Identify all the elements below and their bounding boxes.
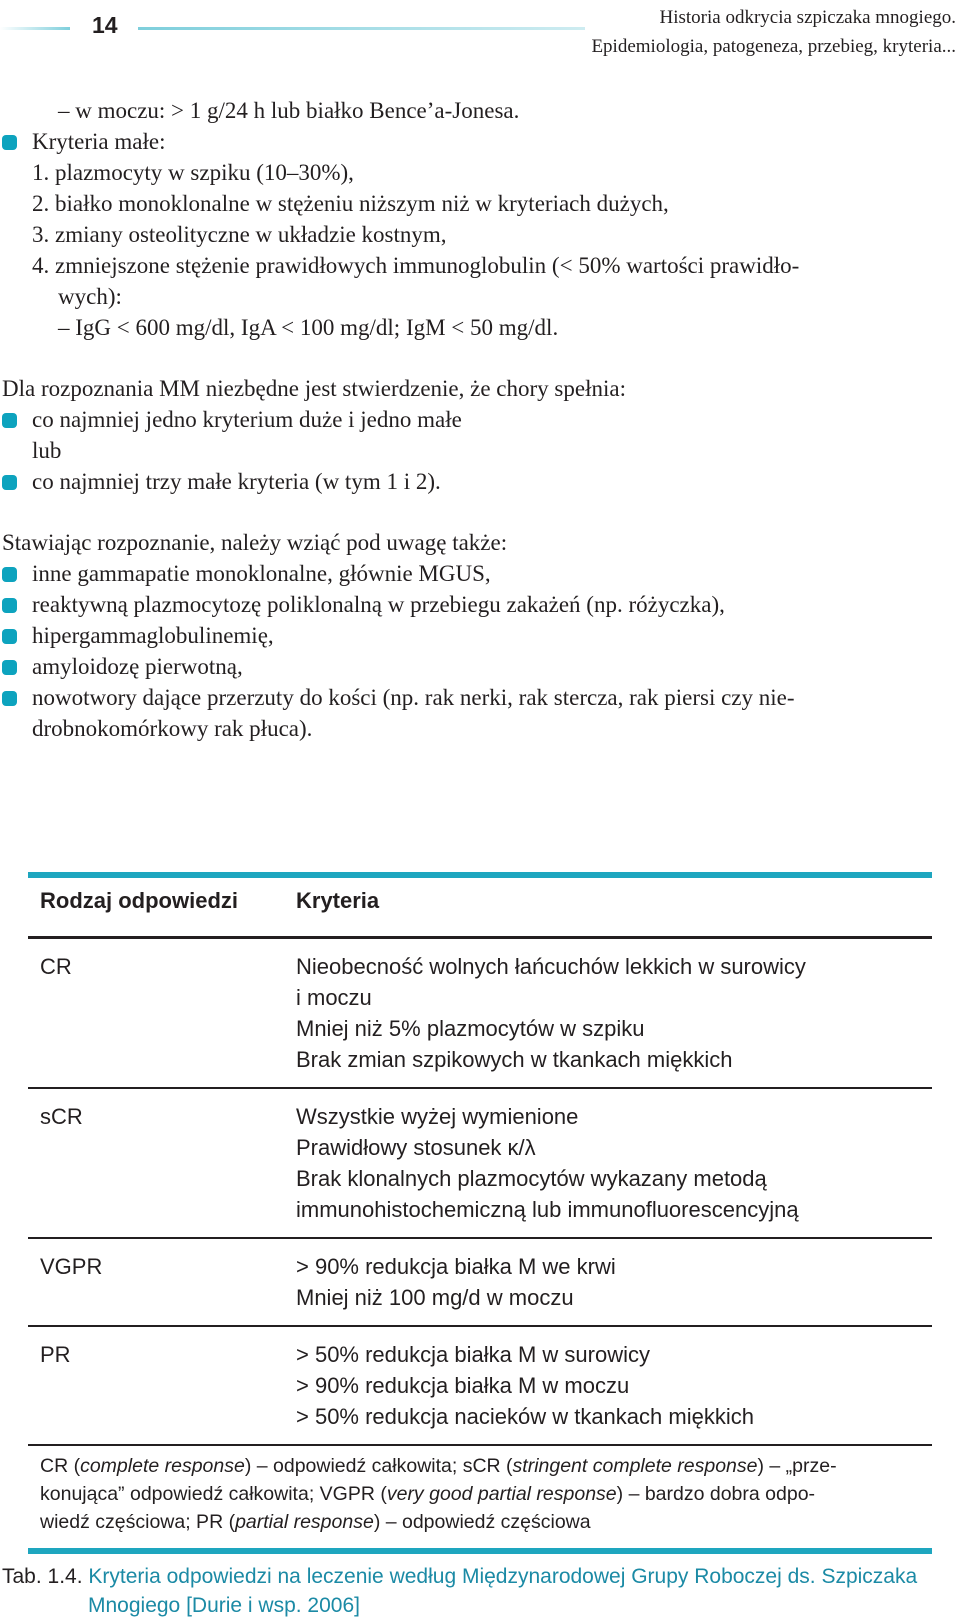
criteria-line: > 90% redukcja białka M we krwi bbox=[296, 1254, 616, 1279]
criteria-line: Mniej niż 100 mg/d w moczu bbox=[296, 1285, 574, 1310]
footnote-text: wiedź częściowa; PR ( bbox=[40, 1511, 236, 1533]
bullet-icon bbox=[2, 598, 17, 613]
caption-text: Kryteria odpowiedzi na leczenie według Międzynarodowej Grupy Roboczej ds. Szpiczaka bbox=[88, 1565, 918, 1588]
body-text bbox=[0, 95, 940, 744]
differential-item-text: nowotwory dające przerzuty do kości (np. rak nerki, rak stercza, rak piersi czy nie- bbox=[32, 685, 795, 710]
footnote-term: complete response bbox=[80, 1455, 245, 1477]
header-response-type: Rodzaj odpowiedzi bbox=[28, 878, 284, 938]
minor-item-continuation: wych): bbox=[58, 284, 122, 309]
diagnosis-or: lub bbox=[32, 438, 62, 463]
differential-item-text: inne gammapatie monoklonalne, głównie MGUS, bbox=[32, 561, 491, 586]
table-caption bbox=[2, 1562, 958, 1620]
table-bottom-rule bbox=[28, 1548, 932, 1554]
table-row bbox=[28, 1238, 932, 1326]
caption-label: Tab. 1.4. bbox=[2, 1565, 83, 1588]
footnote-text: ) – odpowiedź częściowa bbox=[373, 1511, 591, 1533]
criteria-line: Brak klonalnych plazmocytów wykazany metodą bbox=[296, 1166, 767, 1191]
footnote-text: konująca” odpowiedź całkowita; VGPR ( bbox=[40, 1483, 387, 1505]
differential-item bbox=[0, 651, 940, 682]
footnote-term: very good partial response bbox=[386, 1483, 617, 1505]
running-head-line-2: Epidemiologia, patogeneza, przebieg, kryteria... bbox=[591, 36, 956, 57]
criteria-line: Brak zmian szpikowych w tkankach miękkich bbox=[296, 1047, 733, 1072]
diagnosis-item bbox=[0, 404, 940, 435]
minor-item: 1. plazmocyty w szpiku (10–30%), bbox=[32, 160, 354, 185]
urine-criterion: – w moczu: > 1 g/24 h lub białko Bence’a-Jonesa. bbox=[58, 98, 520, 123]
page-header bbox=[0, 0, 960, 57]
differential-intro: Stawiając rozpoznanie, należy wziąć pod uwagę także: bbox=[2, 530, 508, 555]
table-row bbox=[28, 938, 932, 1089]
bullet-icon bbox=[2, 691, 17, 706]
response-type-cell: VGPR bbox=[28, 1238, 284, 1326]
minor-item: 2. białko monoklonalne w stężeniu niższym niż w kryteriach dużych, bbox=[32, 191, 669, 216]
table-row bbox=[28, 1326, 932, 1445]
response-type-cell: CR bbox=[28, 938, 284, 1089]
running-head-line-1: Historia odkrycia szpiczaka mnogiego. bbox=[659, 7, 956, 28]
criteria-line: > 90% redukcja białka M w moczu bbox=[296, 1373, 630, 1398]
diagnosis-item-text: co najmniej trzy małe kryteria (w tym 1 i 2). bbox=[32, 469, 441, 494]
header-criteria: Kryteria bbox=[284, 878, 932, 938]
minor-criteria-title: Kryteria małe: bbox=[32, 129, 166, 154]
criteria-cell bbox=[284, 938, 932, 1089]
bullet-icon bbox=[2, 475, 17, 490]
footnote-text: ) – bardzo dobra odpo- bbox=[616, 1483, 816, 1505]
differential-item-text: amyloidozę pierwotną, bbox=[32, 654, 243, 679]
criteria-line: Prawidłowy stosunek κ/λ bbox=[296, 1135, 536, 1160]
footnote-text: ) – „prze- bbox=[757, 1455, 837, 1477]
page-number: 14 bbox=[92, 12, 118, 38]
differential-item bbox=[0, 558, 940, 589]
diagnosis-item-text: co najmniej jedno kryterium duże i jedno małe bbox=[32, 407, 462, 432]
criteria-cell bbox=[284, 1326, 932, 1445]
table-row bbox=[28, 1088, 932, 1238]
bullet-icon bbox=[2, 413, 17, 428]
minor-item: 4. zmniejszone stężenie prawidłowych immunoglobulin (< 50% wartości prawidło- bbox=[32, 253, 800, 278]
running-head bbox=[585, 3, 956, 61]
footnote-term: stringent complete response bbox=[512, 1455, 758, 1477]
criteria-line: Wszystkie wyżej wymienione bbox=[296, 1104, 579, 1129]
criteria-line: > 50% redukcja nacieków w tkankach miękkich bbox=[296, 1404, 754, 1429]
diagnosis-intro: Dla rozpoznania MM niezbędne jest stwierdzenie, że chory spełnia: bbox=[2, 376, 626, 401]
minor-item: 3. zmiany osteolityczne w układzie kostnym, bbox=[32, 222, 447, 247]
bullet-icon bbox=[2, 567, 17, 582]
differential-item-continuation: drobnokomórkowy rak płuca). bbox=[32, 716, 313, 741]
differential-item bbox=[0, 682, 940, 713]
bullet-icon bbox=[2, 660, 17, 675]
response-type-cell: sCR bbox=[28, 1088, 284, 1238]
bullet-icon bbox=[2, 135, 17, 150]
response-type-cell: PR bbox=[28, 1326, 284, 1445]
criteria-line: > 50% redukcja białka M w surowicy bbox=[296, 1342, 650, 1367]
differential-item-text: hipergammaglobulinemię, bbox=[32, 623, 274, 648]
differential-item bbox=[0, 589, 940, 620]
minor-item-sublist: – IgG < 600 mg/dl, IgA < 100 mg/dl; IgM < 50 mg/dl. bbox=[58, 315, 559, 340]
criteria-cell bbox=[284, 1238, 932, 1326]
differential-item-text: reaktywną plazmocytozę poliklonalną w przebiegu zakażeń (np. różyczka), bbox=[32, 592, 725, 617]
criteria-line: i moczu bbox=[296, 985, 372, 1010]
minor-criteria-heading bbox=[0, 126, 940, 157]
bullet-icon bbox=[2, 629, 17, 644]
criteria-cell bbox=[284, 1088, 932, 1238]
header-rule-left bbox=[0, 27, 70, 30]
criteria-line: Nieobecność wolnych łańcuchów lekkich w surowicy bbox=[296, 954, 806, 979]
table-footnote bbox=[40, 1452, 932, 1536]
diagnosis-item bbox=[0, 466, 940, 497]
footnote-text: ) – odpowiedź całkowita; sCR ( bbox=[244, 1455, 513, 1477]
footnote-text: CR ( bbox=[40, 1455, 81, 1477]
caption-text-continuation: Mnogiego [Durie i wsp. 2006] bbox=[88, 1594, 360, 1617]
footnote-term: partial response bbox=[235, 1511, 374, 1533]
criteria-line: immunohistochemiczną lub immunofluorescencyjną bbox=[296, 1197, 799, 1222]
differential-item bbox=[0, 620, 940, 651]
criteria-line: Mniej niż 5% plazmocytów w szpiku bbox=[296, 1016, 645, 1041]
